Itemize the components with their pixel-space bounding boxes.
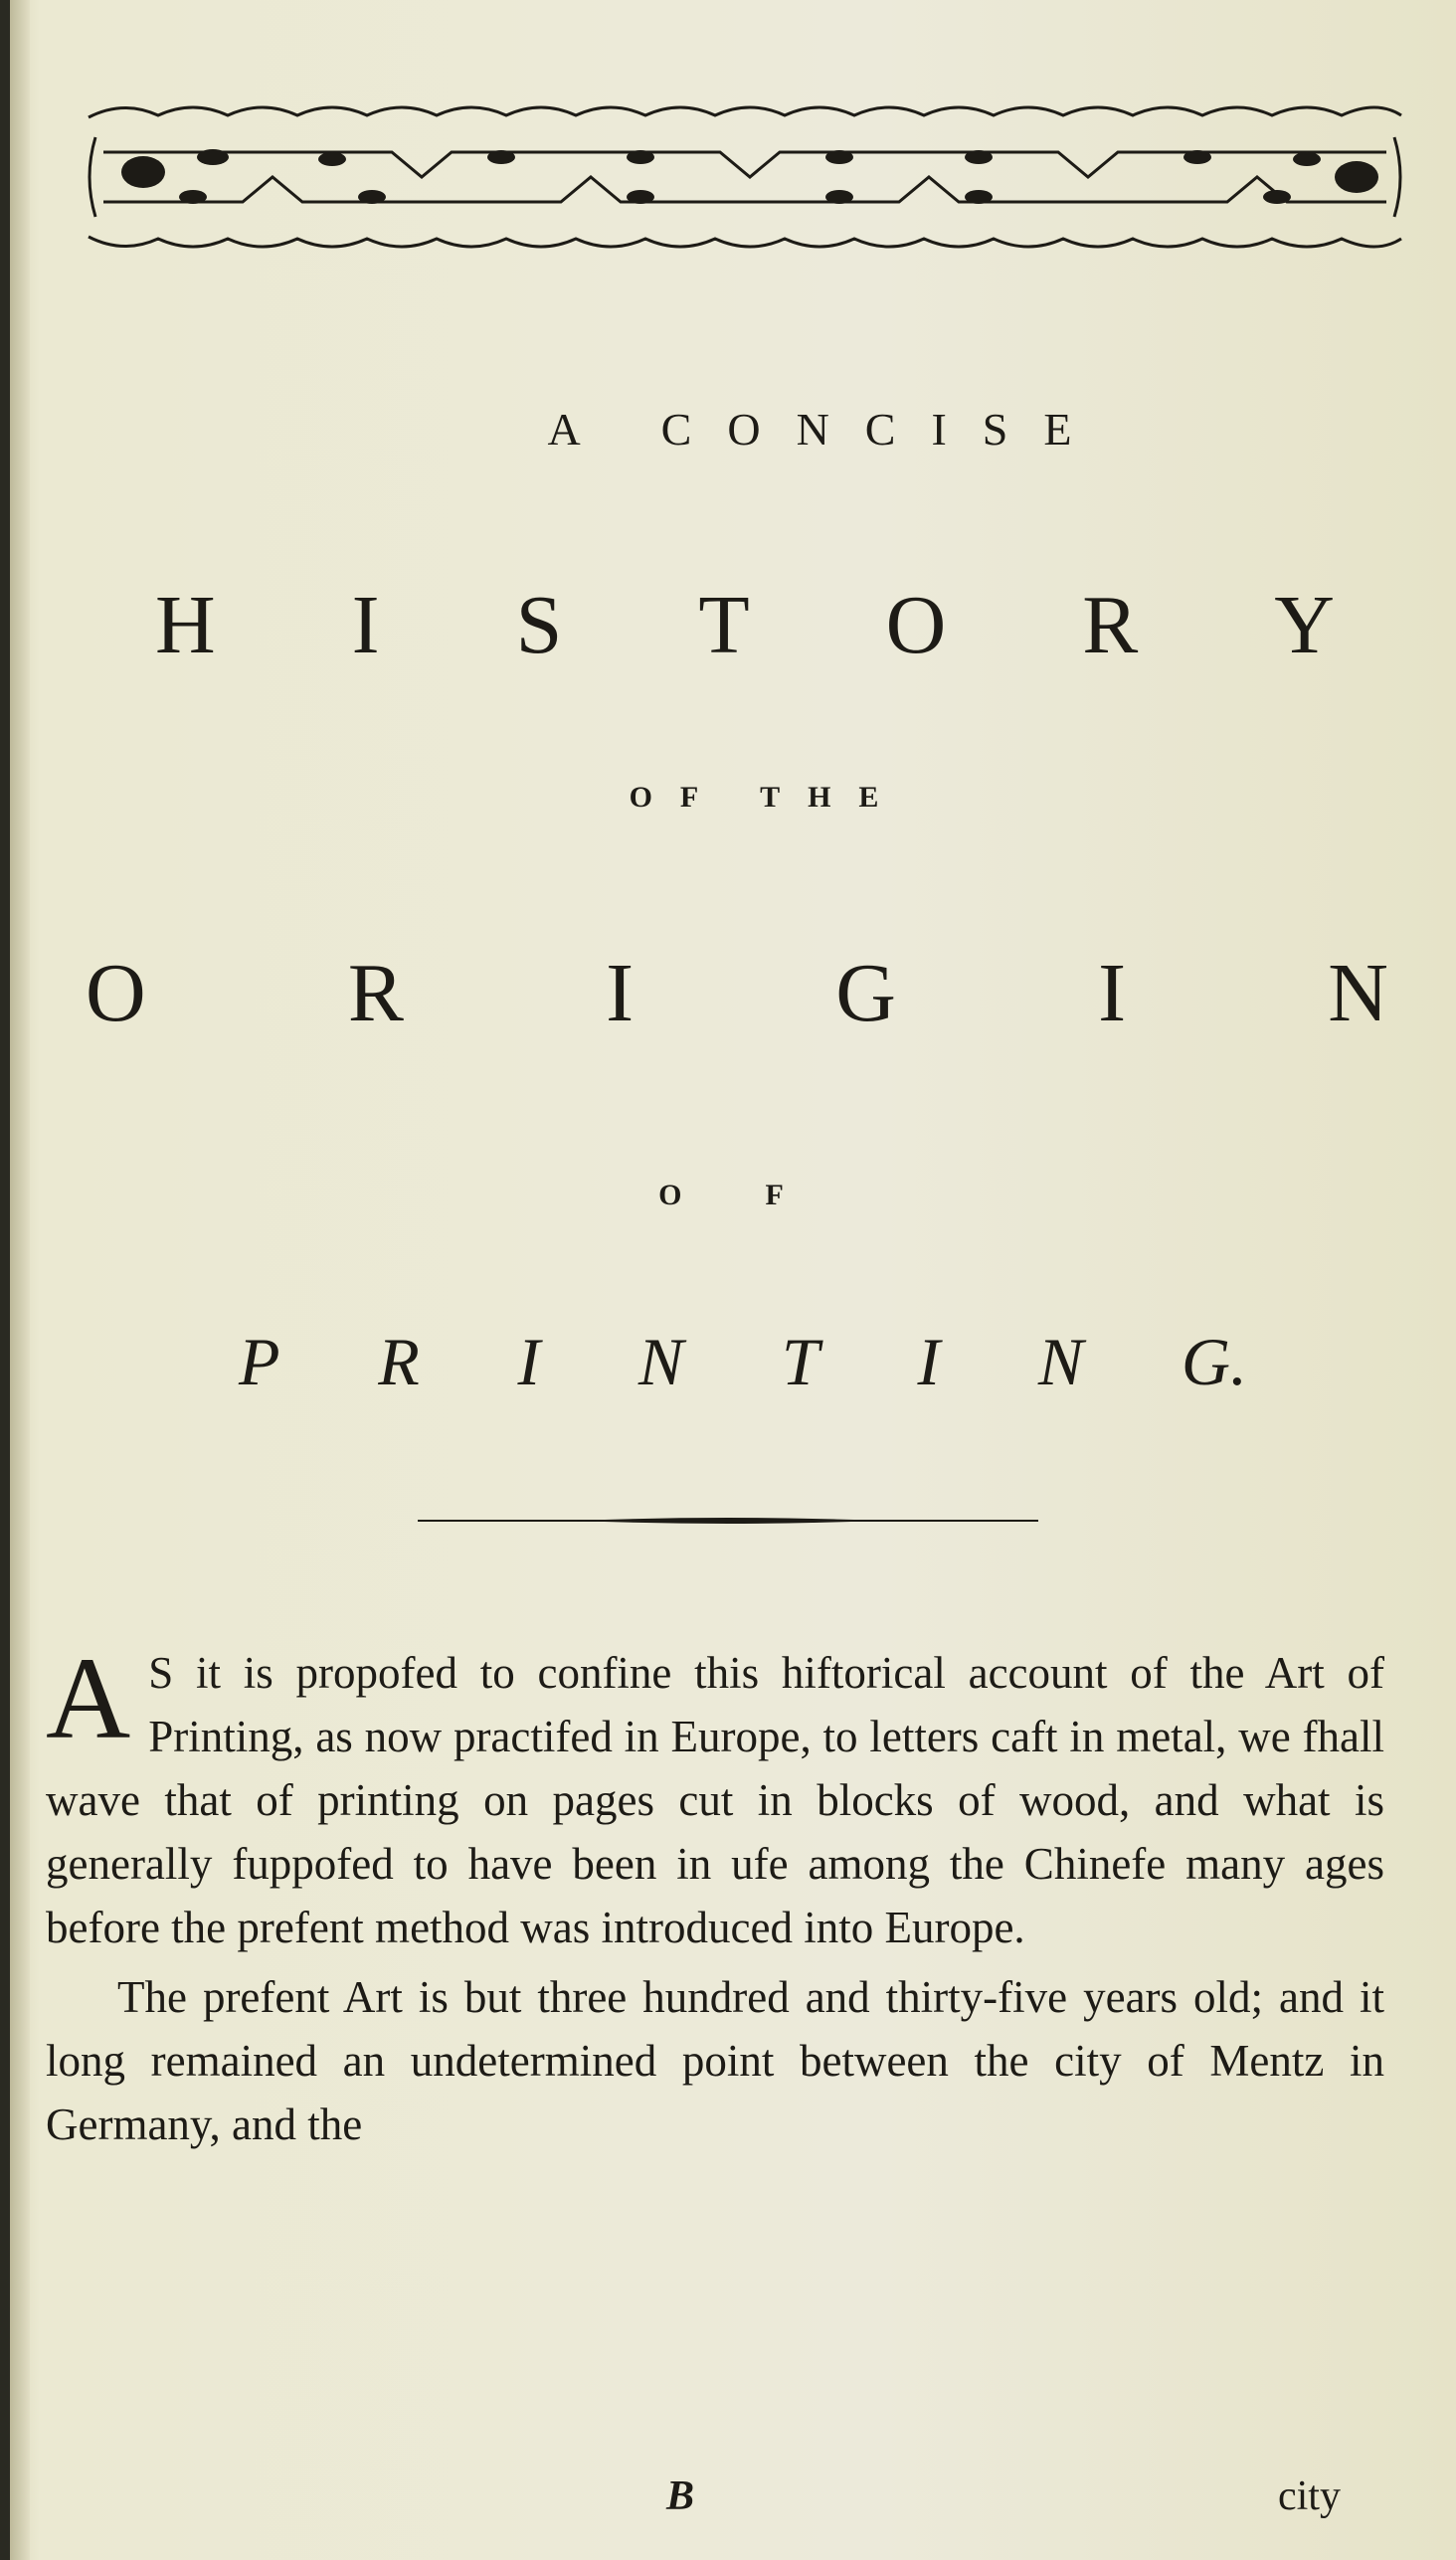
- signature-mark: B: [666, 2473, 695, 2519]
- book-spine-edge: [0, 0, 10, 2560]
- drop-cap: A: [46, 1633, 131, 1763]
- paragraph-1: [46, 1633, 1384, 1959]
- title-letter: I: [351, 579, 380, 671]
- title-letter: T: [781, 1324, 819, 1399]
- decorative-rule: [418, 1517, 1038, 1525]
- title-line-printing: [239, 1323, 1247, 1401]
- title-letter: R: [378, 1324, 420, 1399]
- title-letter: Y: [1274, 579, 1335, 671]
- title-letter: R: [1082, 579, 1139, 671]
- paragraph-1-text: S it is propofed to confine this hiftorical account of the Art of Printing, as now practifed in Europe, to letters caft in metal, we fhall wave that of printing on pages cut in blocks of wood, and what is generally fuppofed to have been in ufe among the Chinefe many ages before the prefent method was introduced into Europe.: [46, 1648, 1384, 1952]
- title-letter: S: [515, 579, 563, 671]
- title-letter: P: [239, 1324, 280, 1399]
- title-letter: T: [698, 579, 750, 671]
- paragraph-2: The prefent Art is but three hundred and thirty-five years old; and it long remained an undetermined point between the city of Mentz in Germany, and the: [46, 1972, 1384, 2149]
- title-letter: G: [835, 947, 896, 1039]
- body-text: [46, 1633, 1384, 2156]
- title-letter: N: [637, 1324, 684, 1399]
- title-line-a-concise: A CONCISE: [547, 404, 1108, 455]
- title-line-history: [155, 577, 1335, 673]
- catchword: city: [1278, 2473, 1341, 2519]
- title-letter: N: [1037, 1324, 1084, 1399]
- title-letter: R: [347, 947, 404, 1039]
- title-line-of: OF: [658, 1179, 867, 1211]
- title-letter: I: [917, 1324, 941, 1399]
- title-letter: I: [517, 1324, 541, 1399]
- decorative-headpiece-ornament: [84, 97, 1406, 257]
- title-letter: O: [885, 579, 947, 671]
- title-letter: N: [1328, 947, 1388, 1039]
- gutter-shadow: [10, 0, 30, 2560]
- title-letter: I: [1098, 947, 1127, 1039]
- title-letter: H: [155, 579, 216, 671]
- title-letter: G.: [1181, 1324, 1247, 1399]
- title-letter: I: [606, 947, 635, 1039]
- title-letter: O: [86, 947, 146, 1039]
- title-line-of-the: OF THE: [629, 781, 907, 814]
- title-line-origin: [86, 945, 1388, 1041]
